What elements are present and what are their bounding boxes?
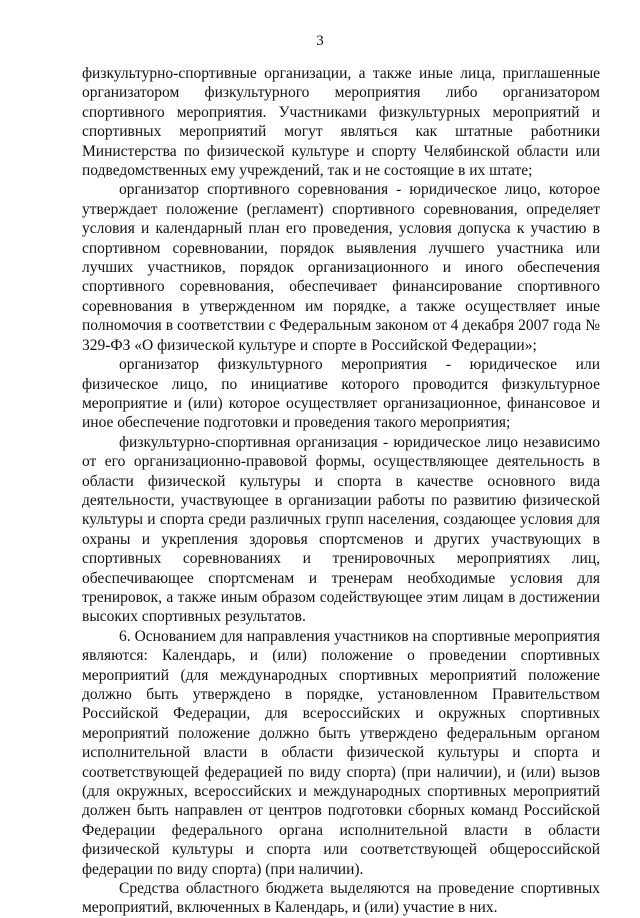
page-number: 3 [316,33,324,49]
paragraph-physical-culture-event-organizer-definition: организатор физкультурного мероприятия - юридическое или физическое лицо, по инициативе которого проводится физкультурное мероприятие и (или) которое осуществляет организационное, финансовое и иное обеспечение подготовки и проведения такого мероприятия; [82,356,600,432]
paragraph-sports-organization-definition: физкультурно-спортивная организация - юридическое лицо независимо от его организационно-правовой формы, осуществляющее деятельность в области физической культуры и спорта в качестве основного вида деятельности, участвующее в организации работы по развитию физической культуры и спорта среди различных групп населения, создающее условия для охраны и укрепления здоровья спортсменов и других участвующих в спортивных соревнованиях и тренировочных мероприятиях лиц, обеспечивающее спортсменам и тренерам необходимые условия для тренировок, а также иным образом содействующее этим лицам в достижении высоких спортивных результатов. [82,433,600,626]
document-body [82,64,600,918]
paragraph-section-6-grounds: 6. Основанием для направления участников на спортивные мероприятия являются: Календарь, и (или) положение о проведении спортивных мероприятий (для международных спортивных мероприятий положение должно быть утверждено в порядке, установленном Правительством Российской Федерации, для всероссийских и окружных спортивных мероприятий положение должно быть утверждено федеральным органом исполнительной власти в области физической культуры и спорта и соответствующей федерацией по виду спорта) (при наличии), и (или) вызов (для окружных, всероссийских и международных спортивных мероприятий должен быть направлен от центров подготовки сборных команд Российской Федерации федерального органа исполнительной власти в области физической культуры и спорта или соответствующей общероссийской федерации по виду спорта) (при наличии). [82,627,600,878]
paragraph-competition-organizer-definition: организатор спортивного соревнования - юридическое лицо, которое утверждает положение (регламент) спортивного соревнования, определяет условия и календарный план его проведения, условия допуска к участию в спортивном соревновании, порядок выявления лучшего участника или лучших участников, порядок организационного и иного обеспечения спортивного соревнования, обеспечивает финансирование спортивного соревнования в утвержденном им порядке, а также осуществляет иные полномочия в соответствии с Федеральным законом от 4 декабря 2007 года № 329-ФЗ «О физической культуре и спорте в Российской Федерации»; [82,181,600,354]
paragraph-participants-continued: физкультурно-спортивные организации, а также иные лица, приглашенные организатором физкультурного мероприятия либо организатором спортивного мероприятия. Участниками физкультурных мероприятий и спортивных мероприятий могут являться как штатные работники Министерства по физической культуре и спорту Челябинской области или подведомственных ему учреждений, так и не состоящие в их штате; [82,65,600,180]
paragraph-regional-budget-funds: Средства областного бюджета выделяются на проведение спортивных мероприятий, включенных в Календарь, и (или) участие в них. [82,880,600,917]
